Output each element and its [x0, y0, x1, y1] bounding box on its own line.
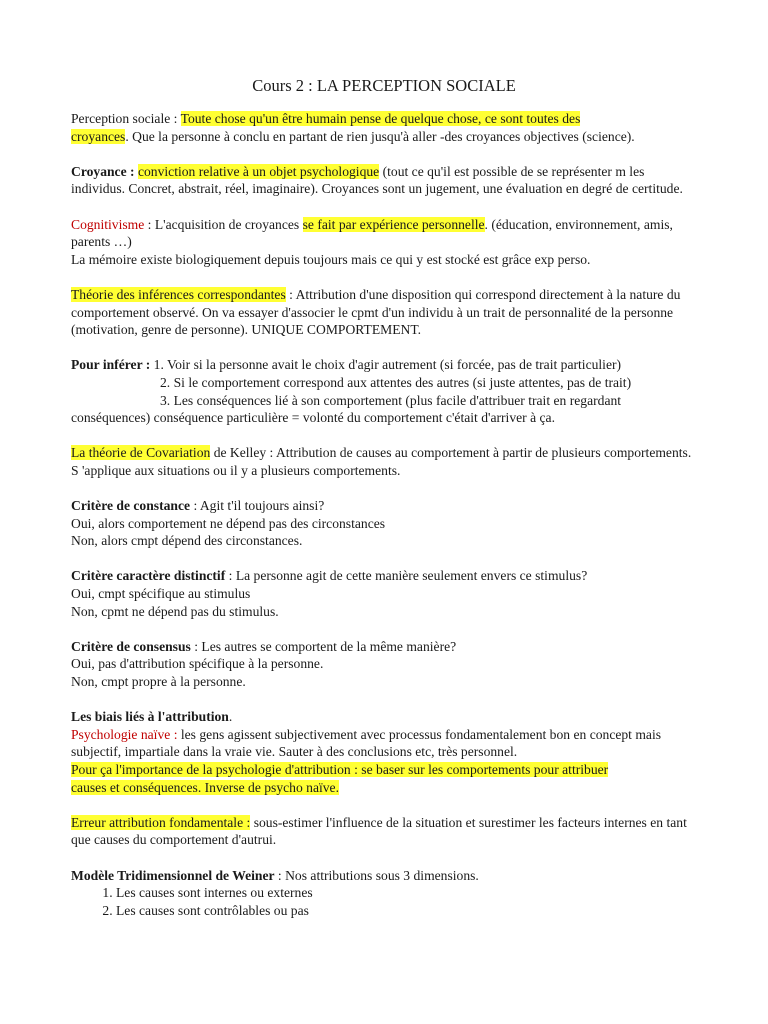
text-run: Non, cmpt propre à la personne. — [71, 674, 246, 689]
text-run: . Que la personne à conclu en partant de rien jusqu'à aller -des croyances objectives (science). — [125, 128, 635, 144]
highlight: croyances — [71, 128, 126, 144]
highlight: La théorie de Covariation — [71, 445, 211, 461]
text-run: . — [228, 709, 233, 725]
highlight: Théorie des inférences correspondantes — [71, 286, 286, 302]
list-item: 2. Si le comportement correspond aux attentes des autres (si juste attentes, pas de trait) — [160, 374, 632, 390]
highlight: Pour ça l'importance de la psychologie d'attribution : se baser sur les comportements pour attribuer — [71, 761, 609, 777]
paragraph-biais — [71, 708, 701, 796]
term-label: Critère de constance — [71, 498, 191, 514]
text-run: Oui, cmpt spécifique au stimulus — [71, 586, 251, 602]
list-item: 2. Les causes sont contrôlables ou pas — [116, 902, 701, 920]
text-run: : Les autres se comportent de la même manière? — [190, 638, 457, 654]
highlight: conviction relative à un objet psychologique — [137, 163, 380, 179]
list-item-continuation: conséquences) conséquence particulière = volonté du comportement c'était d'arriver à ça. — [71, 410, 555, 426]
term-label: Critère de consensus — [71, 638, 191, 654]
page-title: Cours 2 : LA PERCEPTION SOCIALE — [252, 76, 516, 95]
highlight: causes et conséquences. Inverse de psycho naïve. — [71, 779, 339, 795]
section-heading: Les biais liés à l'attribution — [71, 709, 229, 725]
text-run: de Kelley : Attribution de causes au comportement à partir de plusieurs comportements. S 'applique aux situations ou il y a plusieurs comportements. — [71, 445, 692, 478]
text-run: : Agit t'il toujours ainsi? — [190, 498, 325, 514]
paragraph-perception-sociale — [71, 110, 701, 145]
term-label: Critère caractère distinctif — [71, 568, 226, 584]
list-item: 3. Les conséquences lié à son comportement (plus facile d'attribuer trait en regardant — [160, 392, 622, 408]
term-label: Psychologie naïve : — [71, 726, 178, 742]
text-run: Oui, pas d'attribution spécifique à la personne. — [71, 656, 324, 672]
term-label: Cognitivisme — [71, 216, 145, 232]
paragraph-critere-consensus — [71, 638, 701, 691]
text-run: Non, alors cmpt dépend des circonstances. — [71, 533, 303, 549]
text-run: : L'acquisition de croyances — [144, 216, 303, 232]
paragraph-critere-constance — [71, 497, 701, 550]
text-run: La mémoire existe biologiquement depuis toujours mais ce qui y est stocké est grâce exp perso. — [71, 251, 591, 267]
text-run: Non, cpmt ne dépend pas du stimulus. — [71, 603, 279, 619]
paragraph-weiner — [71, 867, 701, 885]
paragraph-inferences — [71, 286, 701, 339]
paragraph-covariation — [71, 444, 701, 479]
paragraph-erreur-fondamentale — [71, 814, 701, 849]
text-run: Perception sociale : — [71, 111, 181, 126]
term-label: Pour inférer : — [71, 357, 151, 373]
text-run: . (éducation, environnement, amis, parents …) — [71, 216, 673, 250]
term-label: Croyance : — [71, 163, 135, 179]
text-run: les gens agissent subjectivement avec processus fondamentalement bon en concept mais subjectif, impartiale dans la vraie vie. Sauter à des conclusions etc, très personnel. — [71, 726, 662, 760]
text-run: Oui, alors comportement ne dépend pas des circonstances — [71, 515, 386, 531]
weiner-list — [71, 884, 701, 919]
list-item: 1. Voir si la personne avait le choix d'agir autrement (si forcée, pas de trait particulier) — [150, 357, 622, 373]
highlight: se fait par expérience personnelle — [302, 216, 485, 232]
term-label: Modèle Tridimensionnel de Weiner — [71, 867, 275, 883]
highlight: Erreur attribution fondamentale : — [71, 814, 251, 830]
text-run: : Nos attributions sous 3 dimensions. — [274, 867, 479, 883]
list-item: 1. Les causes sont internes ou externes — [116, 884, 701, 902]
text-run: : La personne agit de cette manière seulement envers ce stimulus? — [225, 568, 588, 584]
paragraph-critere-distinctif — [71, 567, 701, 620]
paragraph-cognitivisme — [71, 216, 701, 269]
text-run: sous-estimer l'influence de la situation et surestimer les facteurs internes en tant que causes du comportement d'autrui. — [71, 814, 687, 848]
text-run: : Attribution d'une disposition qui correspond directement à la nature du comportement observé. On va essayer d'associer le cpmt d'un individu à un trait de personnalité de la personne (motivation, genre de personne). UNIQUE COMPORTEMENT. — [71, 286, 681, 338]
document-body — [71, 110, 701, 919]
paragraph-pour-inferer — [71, 356, 701, 426]
paragraph-croyance — [71, 163, 701, 198]
text-run: (tout ce qu'il est possible de se représenter m les individus. Concret, abstrait, réel, imaginaire). Croyances sont un jugement, une évaluation en degré de certitude. — [71, 163, 683, 197]
highlight: Toute chose qu'un être humain pense de quelque chose, ce sont toutes des — [180, 111, 581, 126]
